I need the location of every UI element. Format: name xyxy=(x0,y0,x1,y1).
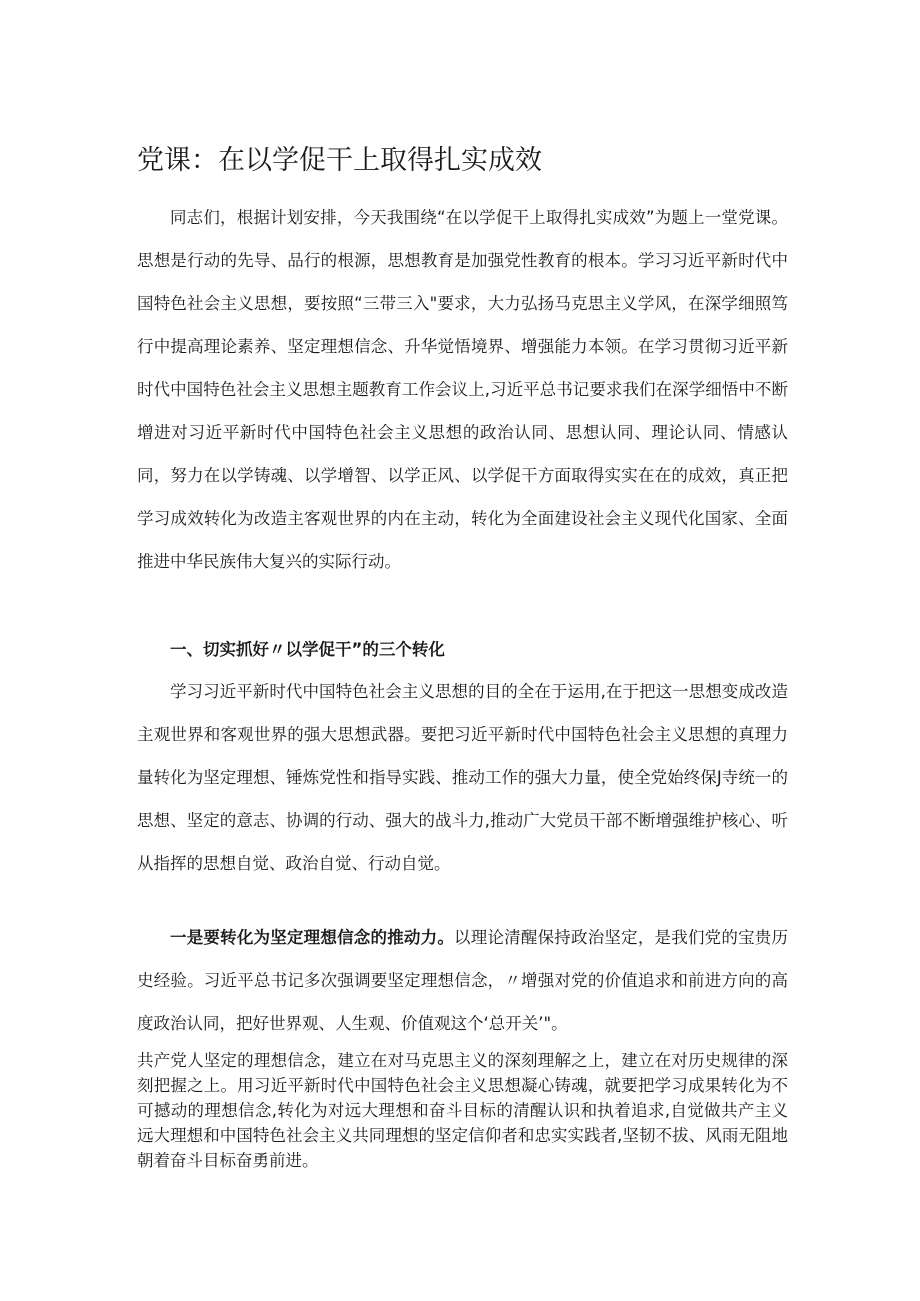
paragraph-section-1: 学习习近平新时代中国特色社会主义思想的目的全在于运用,在于把这一思想变成改造主观世界和客观世界的强大思想武器。要把习近平新时代中国特色社会主义思想的真理力量转化为坚定理想、锤炼党性和指导实践、推动工作的强大力量，使全党始终保J寺统一的思想、坚定的意志、协调的行动、强大的战斗力,推动广大党员干部不断增强维护核心、听从指挥的思想自觉、政治自觉、行动自觉。 xyxy=(137,682,788,873)
document-title: 党课：在以学促干上取得扎实成效 xyxy=(137,145,542,176)
paragraph-point-1-lead: 一是要转化为坚定理想信念的推动力。 xyxy=(170,928,455,947)
paragraph-point-1 xyxy=(137,916,788,1045)
section-heading-1: 一、切实抓好〃以学促干”的三个转化 xyxy=(170,640,445,659)
paragraph-point-1-body: 以理论清醒保持政治坚定，是我们党的宝贵历史经验。习近平总书记多次强调要坚定理想信念，〃增强对党的价值追求和前进方向的高度政治认同，把好世界观、人生观、价值观这个‘总开关’"。 xyxy=(137,928,789,1033)
paragraph-intro: 同志们，根据计划安排，今天我围绕“在以学促干上取得扎实成效”为题上一堂党课。思想是行动的先导、品行的根源，思想教育是加强党性教育的根本。学习习近平新时代中国特色社会主义思想，要按照“三带三入"要求，大力弘扬马克思主义学风，在深学细照笃行中提高理论素养、坚定理想信念、升华觉悟境界、增强能力本领。在学习贯彻习近平新时代中国特色社会主义思想主题教育工作会议上,习近平总书记要求我们在深学细悟中不断增进对习近平新时代中国特色社会主义思想的政治认同、思想认同、理论认同、情感认同，努力在以学铸魂、以学增智、以学正风、以学促干方面取得实实在在的成效，真正把学习成效转化为改造主客观世界的内在主动，转化为全面建设社会主义现代化国家、全面推进中华民族伟大复兴的实际行动。 xyxy=(137,208,788,571)
paragraph-ideals: 共产党人坚定的理想信念，建立在对马克思主义的深刻理解之上，建立在对历史规律的深刻把握之上。用习近平新时代中国特色社会主义思想凝心铸魂，就要把学习成果转化为不可撼动的理想信念,转化为对远大理想和奋斗目标的清醒认识和执着追求,自觉做共产主义远大理想和中国特色社会主义共同理想的坚定信仰者和忠实实践者,坚韧不拔、风雨无阻地朝着奋斗目标奋勇前进。 xyxy=(137,1051,788,1170)
